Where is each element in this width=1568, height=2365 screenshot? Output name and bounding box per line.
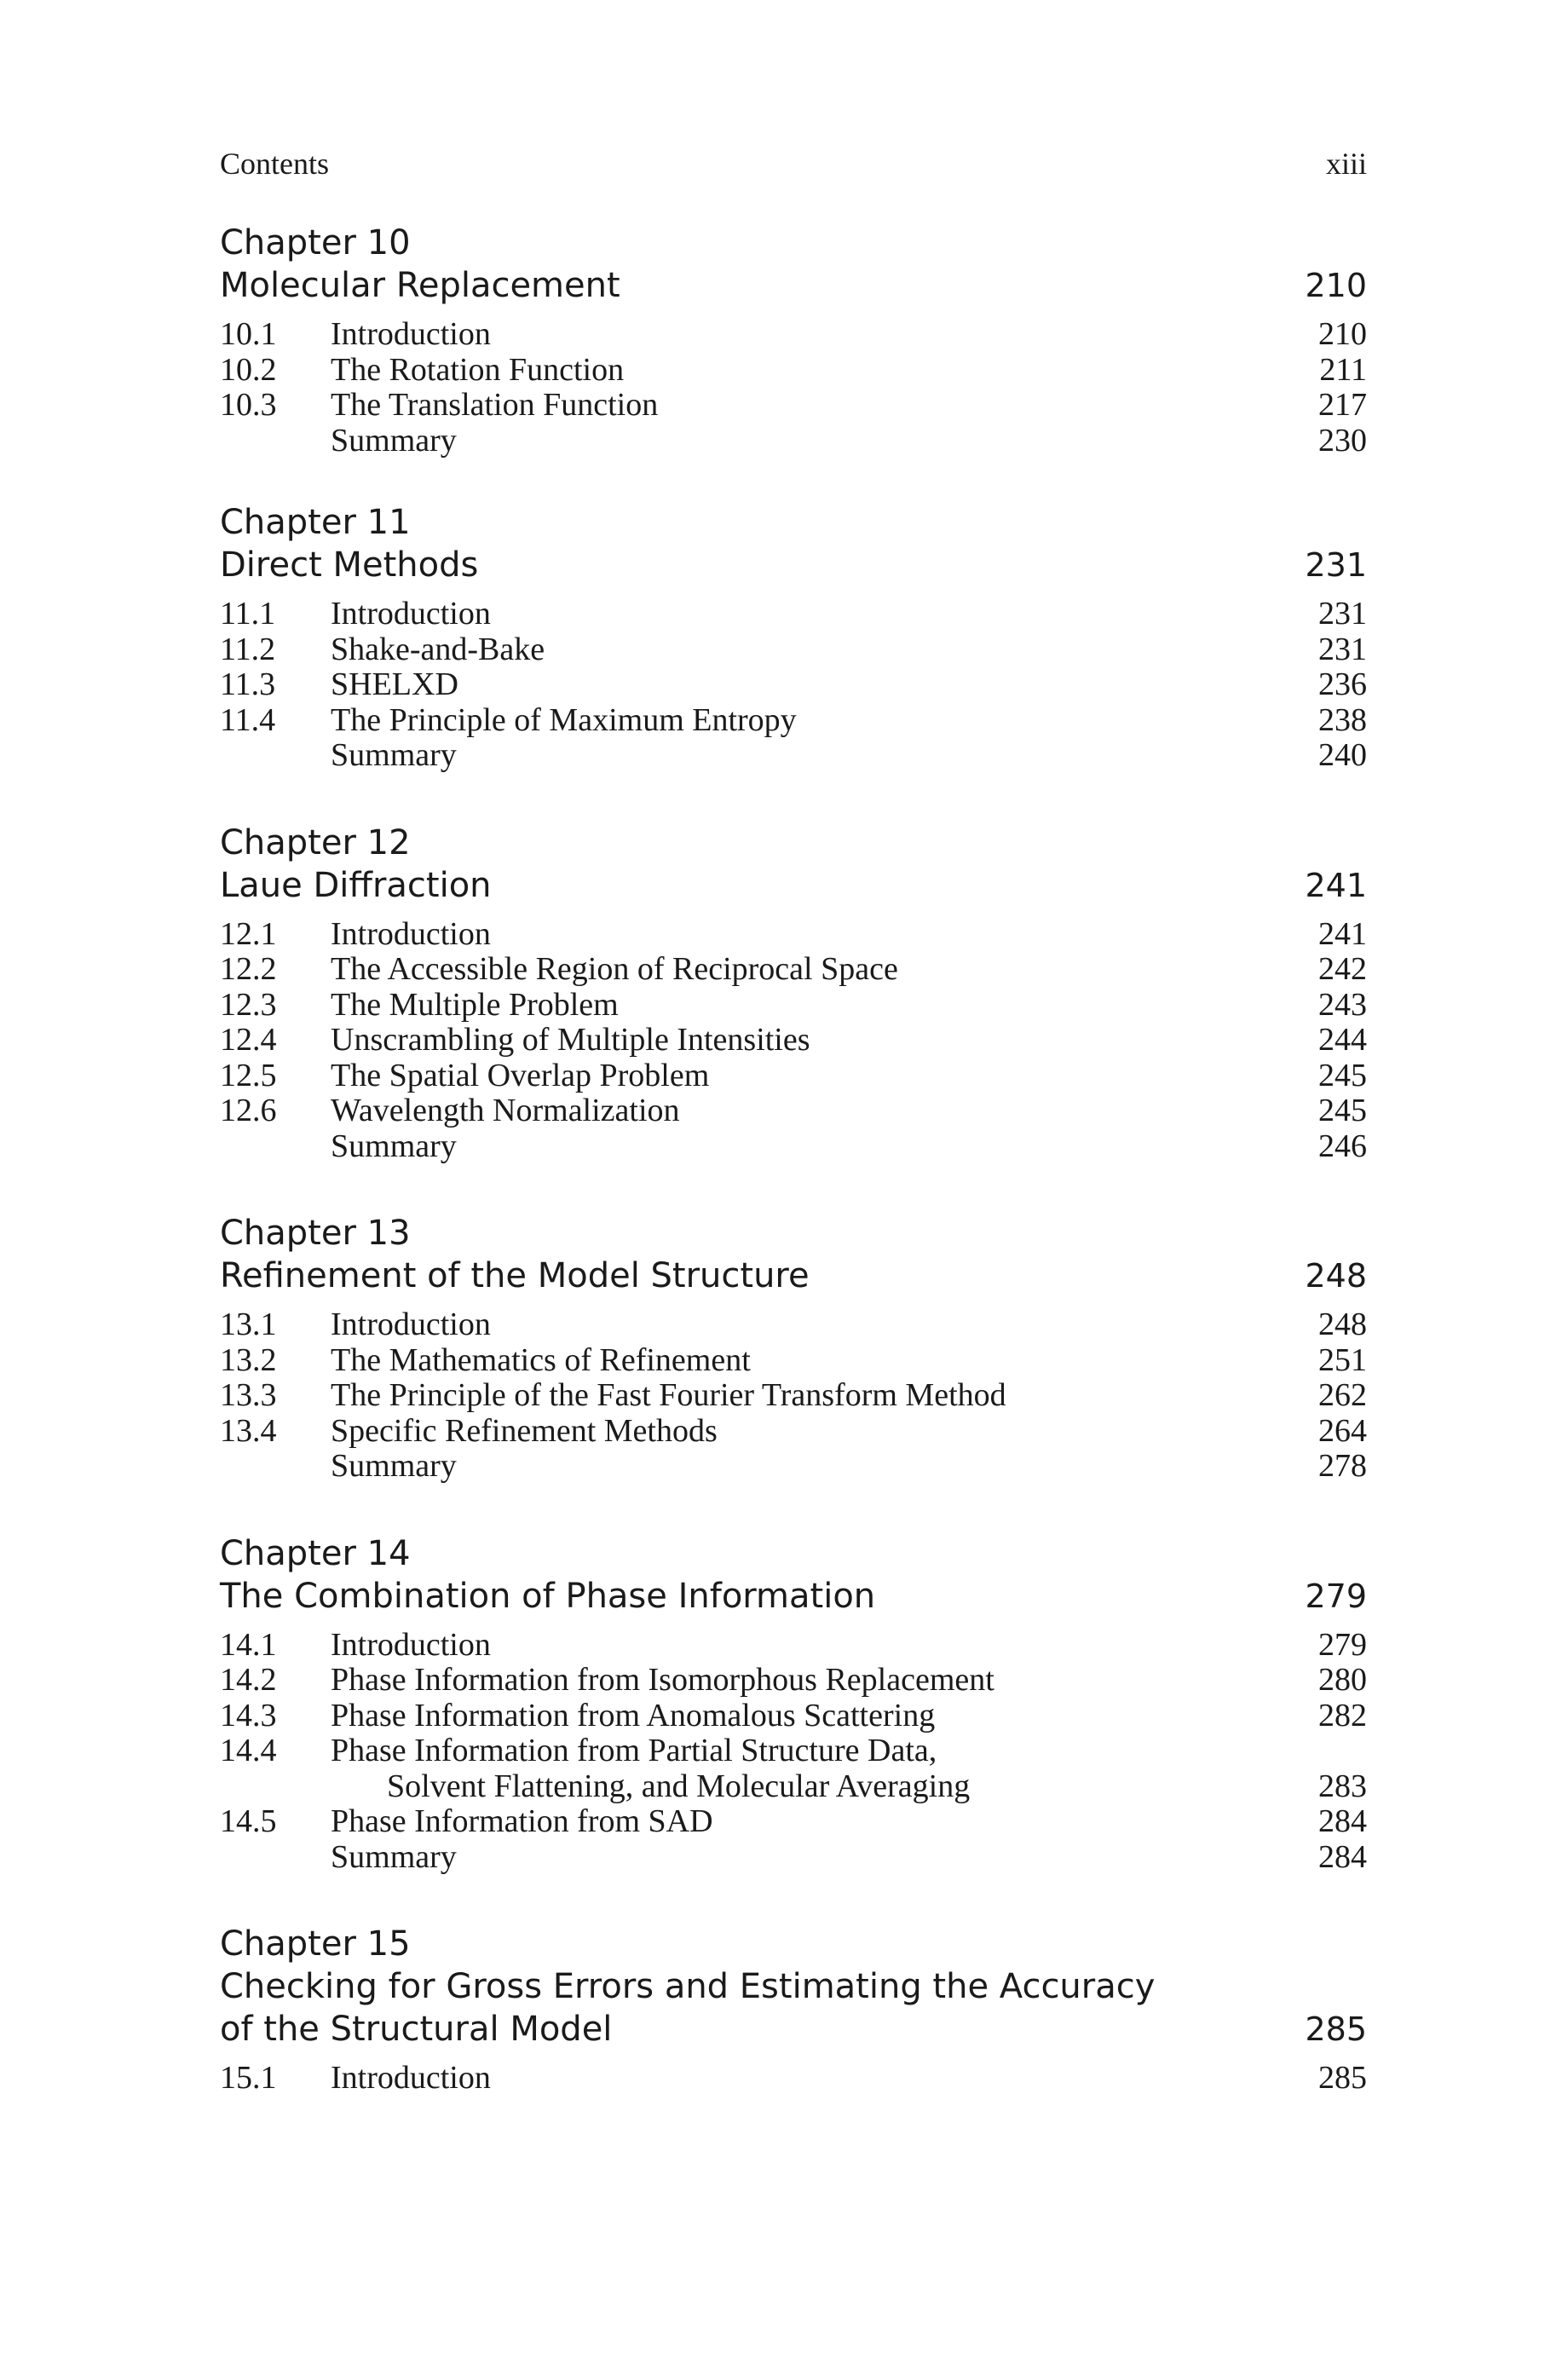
section-list (220, 2061, 1367, 2097)
chapter-label: Chapter 10 (220, 223, 411, 262)
section-page-number: 246 (1318, 1128, 1367, 1164)
section-page-number: 245 (1318, 1093, 1367, 1128)
section-title: Phase Information from Anomalous Scattering (331, 1697, 936, 1733)
section-entry (220, 424, 1367, 459)
section-list (220, 1307, 1367, 1485)
section-list (220, 597, 1367, 774)
chapter-entry (220, 822, 1367, 1165)
section-entry (220, 1343, 1367, 1379)
chapter-page-number: 279 (1305, 1577, 1367, 1615)
chapter-entry (220, 1212, 1367, 1485)
section-page-number: 284 (1318, 1803, 1367, 1839)
chapter-page-number: 241 (1305, 866, 1367, 904)
section-title: The Accessible Region of Reciprocal Space (331, 951, 898, 987)
section-title: Specific Refinement Methods (331, 1412, 718, 1449)
section-number: 12.3 (220, 986, 277, 1023)
section-page-number: 242 (1318, 951, 1367, 987)
section-entry (220, 632, 1367, 668)
section-entry (220, 317, 1367, 353)
section-page-number: 284 (1318, 1838, 1367, 1875)
chapter-label: Chapter 14 (220, 1533, 411, 1573)
section-title: Summary (331, 737, 457, 773)
section-page-number: 231 (1318, 631, 1367, 667)
section-title: Summary (331, 1838, 457, 1875)
section-title: The Multiple Problem (331, 986, 619, 1023)
section-title: Summary (331, 1128, 457, 1164)
section-number: 14.5 (220, 1803, 277, 1839)
chapter-entry (220, 1923, 1367, 2097)
chapter-title-row (220, 1965, 1367, 2051)
section-page-number: 244 (1318, 1022, 1367, 1058)
section-number: 10.2 (220, 351, 277, 388)
section-number: 10.3 (220, 387, 277, 423)
section-number: 14.3 (220, 1697, 277, 1733)
section-title: Introduction (331, 1626, 491, 1663)
section-number: 12.2 (220, 951, 277, 987)
chapter-label: Chapter 11 (220, 503, 411, 542)
section-entry (220, 1663, 1367, 1699)
section-title: Phase Information from Isomorphous Replacement (331, 1662, 994, 1698)
section-entry (220, 738, 1367, 774)
section-entry (220, 1093, 1367, 1129)
section-page-number: 262 (1318, 1377, 1367, 1413)
chapter-title-row (220, 864, 1367, 907)
section-number: 11.1 (220, 596, 276, 632)
chapter-entry (220, 222, 1367, 459)
section-page-number: 231 (1318, 596, 1367, 632)
section-title: The Principle of the Fast Fourier Transform Method (331, 1377, 1006, 1413)
section-number: 10.1 (220, 316, 277, 352)
section-entry (220, 1840, 1367, 1876)
section-title: Introduction (331, 2060, 491, 2096)
section-number: 14.4 (220, 1733, 277, 1768)
section-entry (220, 988, 1367, 1024)
chapter-page-number: 248 (1305, 1257, 1367, 1295)
section-page-number: 283 (1318, 1768, 1367, 1804)
section-title: Introduction (331, 1307, 491, 1342)
chapter-title: Checking for Gross Errors and Estimating the Accuracy (220, 1967, 1156, 2006)
section-list (220, 917, 1367, 1165)
section-page-number: 279 (1318, 1626, 1367, 1663)
section-number: 12.5 (220, 1057, 277, 1093)
section-page-number: 251 (1318, 1341, 1367, 1378)
chapter-label: Chapter 15 (220, 1924, 411, 1964)
chapter-entry (220, 501, 1367, 774)
section-entry (220, 1378, 1367, 1414)
contents-page (220, 143, 1367, 2097)
chapter-title: Direct Methods (220, 545, 479, 585)
section-page-number: 282 (1318, 1697, 1367, 1733)
section-title: Introduction (331, 316, 491, 352)
section-title: The Rotation Function (331, 351, 625, 388)
section-number: 14.2 (220, 1662, 277, 1698)
section-list (220, 317, 1367, 459)
running-head (220, 143, 1367, 184)
section-entry (220, 667, 1367, 703)
chapter-page-number: 285 (1305, 2010, 1367, 2048)
section-title: Introduction (331, 596, 491, 632)
section-number: 12.6 (220, 1093, 277, 1128)
section-entry (220, 1023, 1367, 1058)
section-title: Wavelength Normalization (331, 1093, 680, 1128)
section-number: 13.3 (220, 1377, 277, 1413)
section-title: The Principle of Maximum Entropy (331, 701, 797, 738)
section-page-number: 217 (1318, 387, 1367, 423)
section-entry (220, 353, 1367, 389)
running-head-page-number: xiii (1325, 147, 1367, 181)
section-number: 13.2 (220, 1341, 277, 1378)
section-title: Unscrambling of Multiple Intensities (331, 1022, 810, 1058)
section-entry (220, 2061, 1367, 2097)
section-entry (220, 1699, 1367, 1734)
section-title: Phase Information from SAD (331, 1803, 713, 1839)
section-page-number: 240 (1318, 737, 1367, 773)
section-number: 13.1 (220, 1307, 277, 1342)
section-title: Summary (331, 422, 457, 459)
section-entry (220, 1307, 1367, 1343)
chapter-title: Laue Diffraction (220, 865, 492, 905)
section-entry (220, 917, 1367, 953)
section-entry (220, 703, 1367, 739)
section-number: 11.2 (220, 631, 276, 667)
chapter-page-number: 231 (1305, 546, 1367, 584)
section-page-number: 211 (1319, 351, 1367, 388)
section-title: The Mathematics of Refinement (331, 1341, 751, 1378)
section-number: 14.1 (220, 1626, 277, 1663)
section-title: Introduction (331, 915, 491, 952)
section-page-number: 236 (1318, 666, 1367, 702)
chapter-label: Chapter 12 (220, 822, 411, 862)
section-entry (220, 1129, 1367, 1165)
chapter-title: Molecular Replacement (220, 266, 620, 305)
chapter-title-row (220, 264, 1367, 307)
section-page-number: 278 (1318, 1448, 1367, 1484)
section-title: SHELXD (331, 666, 458, 702)
chapter-title: of the Structural Model (220, 2010, 613, 2049)
section-page-number: 238 (1318, 701, 1367, 738)
section-entry (220, 952, 1367, 988)
section-list (220, 1628, 1367, 1876)
section-title: The Translation Function (331, 387, 659, 423)
section-number: 13.4 (220, 1412, 277, 1449)
section-entry (220, 1628, 1367, 1664)
section-title: Summary (331, 1448, 457, 1484)
section-entry (220, 388, 1367, 424)
section-title: The Spatial Overlap Problem (331, 1057, 710, 1093)
section-title: Solvent Flattening, and Molecular Averaging (387, 1768, 971, 1804)
section-title: Shake-and-Bake (331, 631, 545, 667)
section-entry (220, 1414, 1367, 1450)
section-page-number: 230 (1318, 422, 1367, 459)
chapter-page-number: 210 (1305, 267, 1367, 304)
section-page-number: 243 (1318, 986, 1367, 1023)
section-page-number: 210 (1318, 316, 1367, 352)
section-page-number: 280 (1318, 1662, 1367, 1698)
section-number: 11.4 (220, 701, 276, 738)
chapter-title-row (220, 544, 1367, 586)
chapter-title: The Combination of Phase Information (220, 1576, 876, 1616)
chapter-label: Chapter 13 (220, 1214, 411, 1253)
section-page-number: 241 (1318, 915, 1367, 952)
chapter-entry (220, 1532, 1367, 1876)
section-entry (220, 597, 1367, 632)
section-entry (220, 1058, 1367, 1094)
section-page-number: 245 (1318, 1057, 1367, 1093)
section-page-number: 285 (1318, 2060, 1367, 2096)
section-entry (220, 1449, 1367, 1485)
section-entry (220, 1804, 1367, 1840)
chapter-title-row (220, 1575, 1367, 1618)
section-number: 12.1 (220, 915, 277, 952)
chapter-title-row (220, 1255, 1367, 1297)
section-page-number: 248 (1318, 1307, 1367, 1342)
section-number: 12.4 (220, 1022, 277, 1058)
section-entry (220, 1733, 1367, 1804)
section-title: Phase Information from Partial Structure Data, (331, 1733, 937, 1768)
running-head-title: Contents (220, 147, 330, 181)
table-of-contents (220, 222, 1367, 2097)
section-number: 15.1 (220, 2060, 277, 2096)
section-page-number: 264 (1318, 1412, 1367, 1449)
section-number: 11.3 (220, 666, 276, 702)
chapter-title: Refinement of the Model Structure (220, 1256, 810, 1295)
